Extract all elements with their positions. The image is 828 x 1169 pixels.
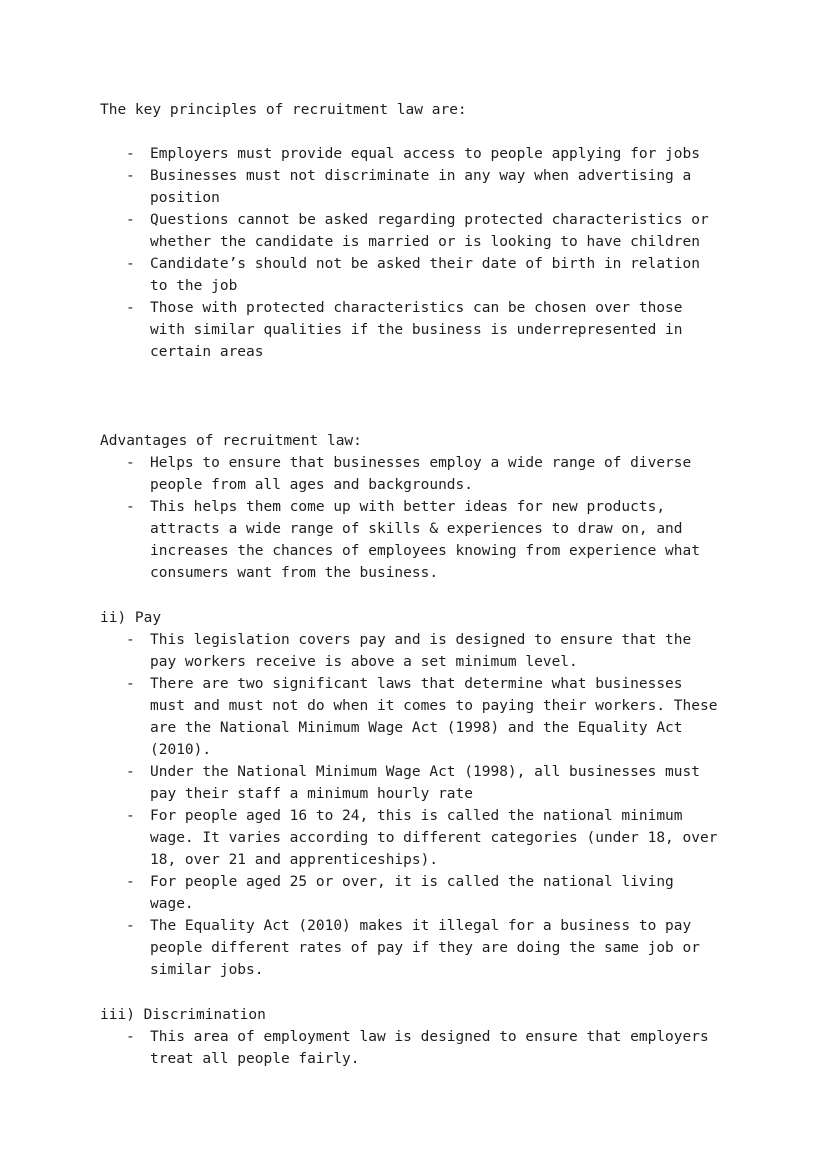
bullet-dash: - (126, 918, 135, 934)
list-item-text: Questions cannot be asked regarding protected characteristics or whether the candidate is married or is looking to have children (150, 212, 709, 250)
list-item (126, 915, 726, 981)
discrimination-list (126, 1026, 726, 1070)
advantages-list (126, 452, 726, 584)
list-item (126, 297, 726, 363)
list-item (126, 673, 726, 761)
bullet-dash: - (126, 874, 135, 890)
list-item (126, 496, 726, 584)
section-heading-discrimination: iii) Discrimination (100, 1007, 266, 1023)
bullet-dash: - (126, 808, 135, 824)
list-item-text: Under the National Minimum Wage Act (1998), all businesses must pay their staff a minimum hourly rate (150, 764, 700, 802)
bullet-dash: - (126, 212, 135, 228)
bullet-dash: - (126, 676, 135, 692)
list-item-text: There are two significant laws that determine what businesses must and must not do when it comes to paying their workers. These are the National Minimum Wage Act (1998) and the Equality Act (2010). (150, 676, 718, 758)
section-heading-recruitment-principles: The key principles of recruitment law are: (100, 102, 467, 118)
list-item (126, 1026, 726, 1070)
list-item (126, 253, 726, 297)
list-item-text: Employers must provide equal access to people applying for jobs (150, 146, 700, 162)
list-item-text: For people aged 25 or over, it is called the national living wage. (150, 874, 674, 912)
list-item (126, 165, 726, 209)
bullet-dash: - (126, 632, 135, 648)
bullet-dash: - (126, 1029, 135, 1045)
list-item (126, 452, 726, 496)
section-heading-pay: ii) Pay (100, 610, 162, 626)
list-item-text: Helps to ensure that businesses employ a wide range of diverse people from all ages and backgrounds. (150, 455, 692, 493)
pay-list (126, 629, 726, 981)
recruitment-principles-list (126, 143, 726, 363)
list-item-text: Businesses must not discriminate in any way when advertising a position (150, 168, 692, 206)
list-item (126, 209, 726, 253)
list-item-text: Those with protected characteristics can be chosen over those with similar qualities if the business is underrepresented in certain areas (150, 300, 683, 360)
list-item-text: Candidate’s should not be asked their date of birth in relation to the job (150, 256, 700, 294)
list-item-text: For people aged 16 to 24, this is called the national minimum wage. It varies according to different categories (under 18, over 18, over 21 and apprenticeships). (150, 808, 718, 868)
list-item (126, 761, 726, 805)
bullet-dash: - (126, 256, 135, 272)
list-item-text: The Equality Act (2010) makes it illegal for a business to pay people different rates of pay if they are doing the same job or similar jobs. (150, 918, 700, 978)
section-heading-advantages: Advantages of recruitment law: (100, 433, 362, 449)
list-item (126, 805, 726, 871)
list-item-text: This area of employment law is designed to ensure that employers treat all people fairly. (150, 1029, 709, 1067)
list-item-text: This legislation covers pay and is designed to ensure that the pay workers receive is above a set minimum level. (150, 632, 692, 670)
bullet-dash: - (126, 168, 135, 184)
bullet-dash: - (126, 499, 135, 515)
list-item (126, 629, 726, 673)
bullet-dash: - (126, 764, 135, 780)
bullet-dash: - (126, 146, 135, 162)
list-item (126, 871, 726, 915)
list-item-text: This helps them come up with better ideas for new products, attracts a wide range of skills & experiences to draw on, and increases the chances of employees knowing from experience what consumers want from the business. (150, 499, 700, 581)
bullet-dash: - (126, 455, 135, 471)
bullet-dash: - (126, 300, 135, 316)
list-item (126, 143, 726, 165)
